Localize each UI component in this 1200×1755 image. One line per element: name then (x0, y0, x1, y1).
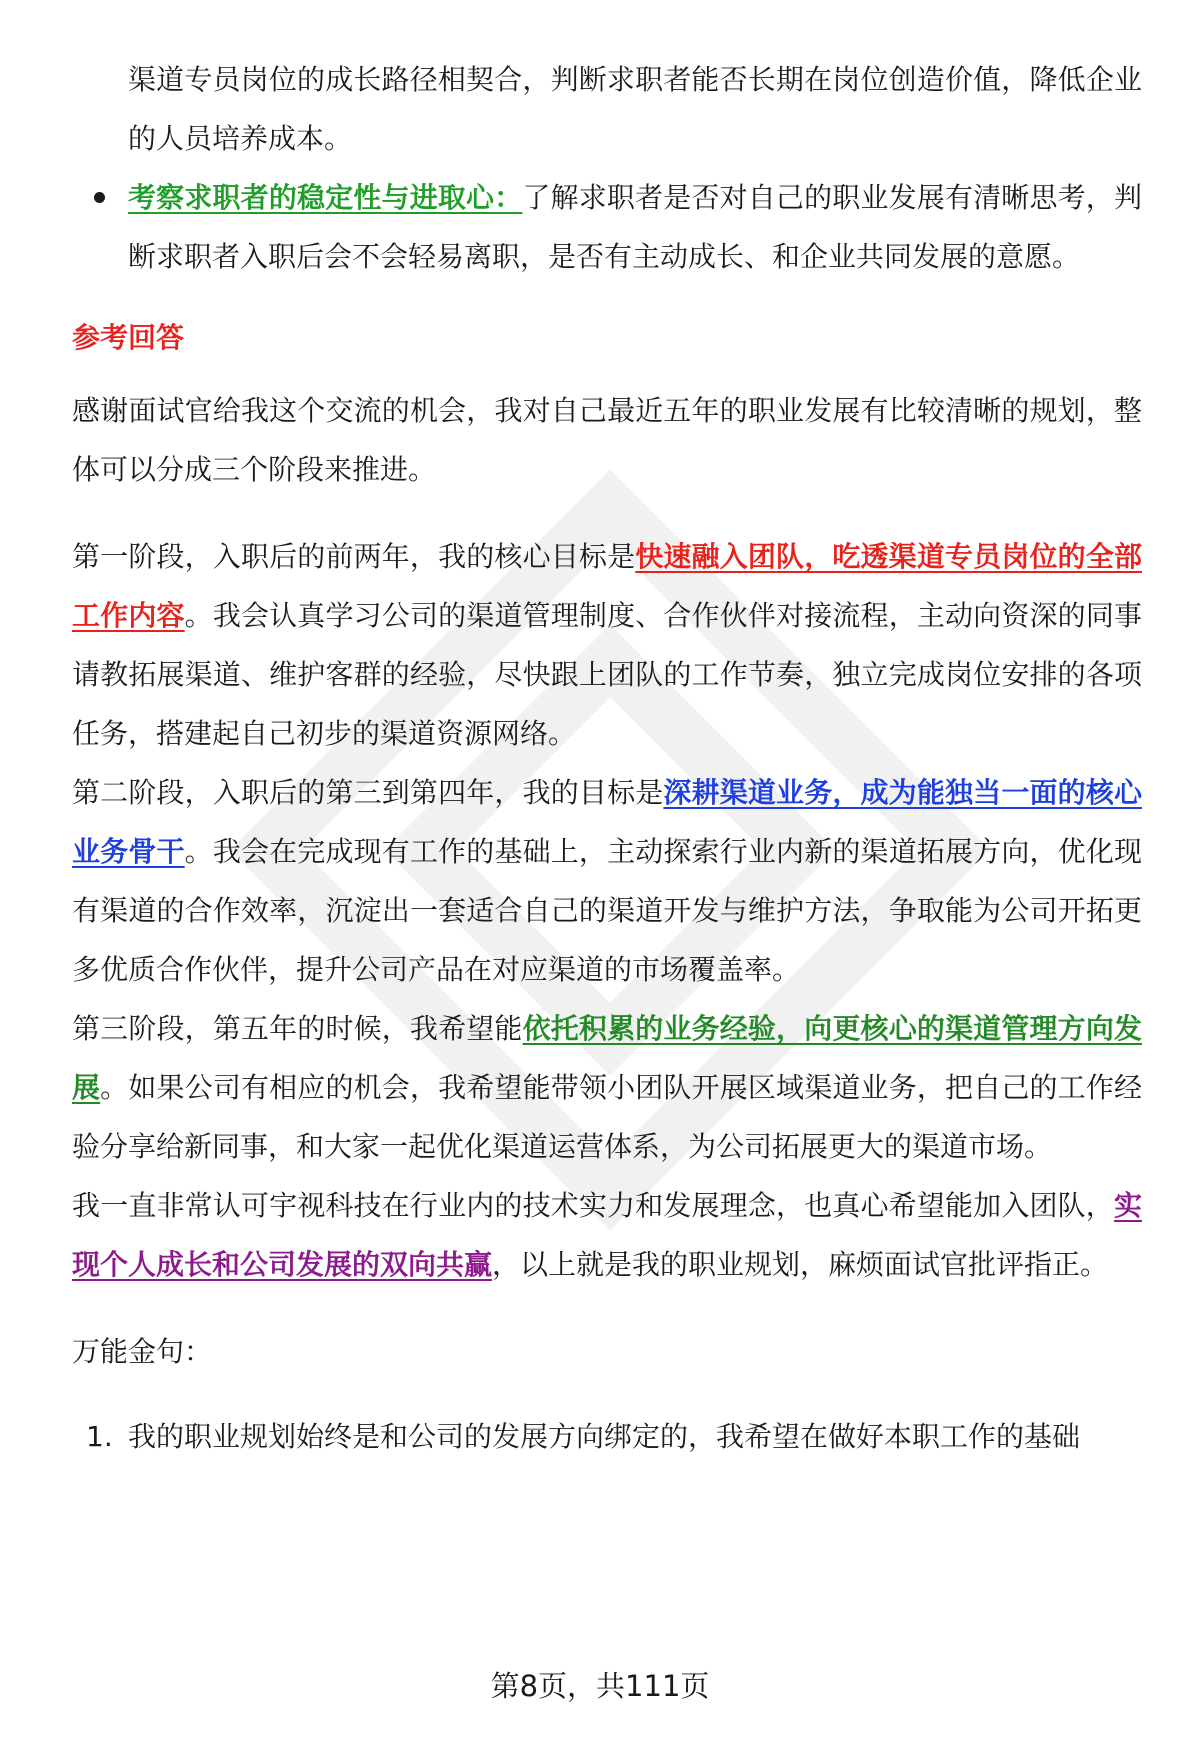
numbered-item-text: 我的职业规划始终是和公司的发展方向绑定的，我希望在做好本职工作的基础 (128, 1420, 1081, 1453)
document-body (72, 50, 1142, 1466)
bullet-dot-icon (94, 192, 105, 203)
page-footer: 第8页，共111页 (490, 1669, 710, 1703)
stage2-highlight: 深耕渠道业务，成为能独当一面的核心业务骨干 (72, 776, 1142, 868)
stage3-highlight: 依托积累的业务经验，向更核心的渠道管理方向发展 (72, 1012, 1142, 1104)
intro-paragraph: 感谢面试官给我这个交流的机会，我对自己最近五年的职业发展有比较清晰的规划，整体可以分成三个阶段来推进。 (72, 394, 1142, 486)
closing-paragraph (72, 1176, 1142, 1294)
stage1-lead: 第一阶段，入职后的前两年，我的核心目标是 (72, 540, 636, 573)
stage1-rest: 。我会认真学习公司的渠道管理制度、合作伙伴对接流程，主动向资深的同事请教拓展渠道、维护客群的经验，尽快跟上团队的工作节奏，独立完成岗位安排的各项任务，搭建起自己初步的渠道资源网络。 (72, 599, 1142, 750)
stage2-rest: 。我会在完成现有工作的基础上，主动探索行业内新的渠道拓展方向，优化现有渠道的合作效率，沉淀出一套适合自己的渠道开发与维护方法，争取能为公司开拓更多优质合作伙伴，提升公司产品在对应渠道的市场覆盖率。 (72, 835, 1142, 986)
stage2-paragraph (72, 763, 1142, 999)
closing-highlight: 实现个人成长和公司发展的双向共赢 (72, 1189, 1142, 1281)
stage3-rest: 。如果公司有相应的机会，我希望能带领小团队开展区域渠道业务，把自己的工作经验分享给新同事，和大家一起优化渠道运营体系，为公司拓展更大的渠道市场。 (72, 1071, 1142, 1163)
list-number: 1. (86, 1420, 113, 1453)
bullet-text: 了解求职者是否对自己的职业发展有清晰思考，判断求职者入职后会不会轻易离职，是否有主动成长、和企业共同发展的意愿。 (128, 181, 1142, 273)
stage3-paragraph (72, 999, 1142, 1176)
section-heading: 参考回答 (72, 321, 185, 354)
closing-lead: 我一直非常认可宇视科技在行业内的技术实力和发展理念，也真心希望能加入团队， (72, 1189, 1114, 1222)
numbered-list-item (72, 1407, 1142, 1466)
continued-paragraph: 渠道专员岗位的成长路径相契合，判断求职者能否长期在岗位创造价值，降低企业的人员培养成本。 (128, 63, 1142, 155)
closing-rest: ，以上就是我的职业规划，麻烦面试官批评指正。 (492, 1248, 1109, 1281)
stage2-lead: 第二阶段，入职后的第三到第四年，我的目标是 (72, 776, 664, 809)
golden-label: 万能金句： (72, 1335, 213, 1368)
stage3-lead: 第三阶段，第五年的时候，我希望能 (72, 1012, 523, 1045)
stage1-paragraph (72, 527, 1142, 763)
list-item (72, 168, 1142, 286)
bullet-label: 考察求职者的稳定性与进取心： (128, 181, 523, 214)
stage1-highlight: 快速融入团队，吃透渠道专员岗位的全部工作内容 (72, 540, 1142, 632)
